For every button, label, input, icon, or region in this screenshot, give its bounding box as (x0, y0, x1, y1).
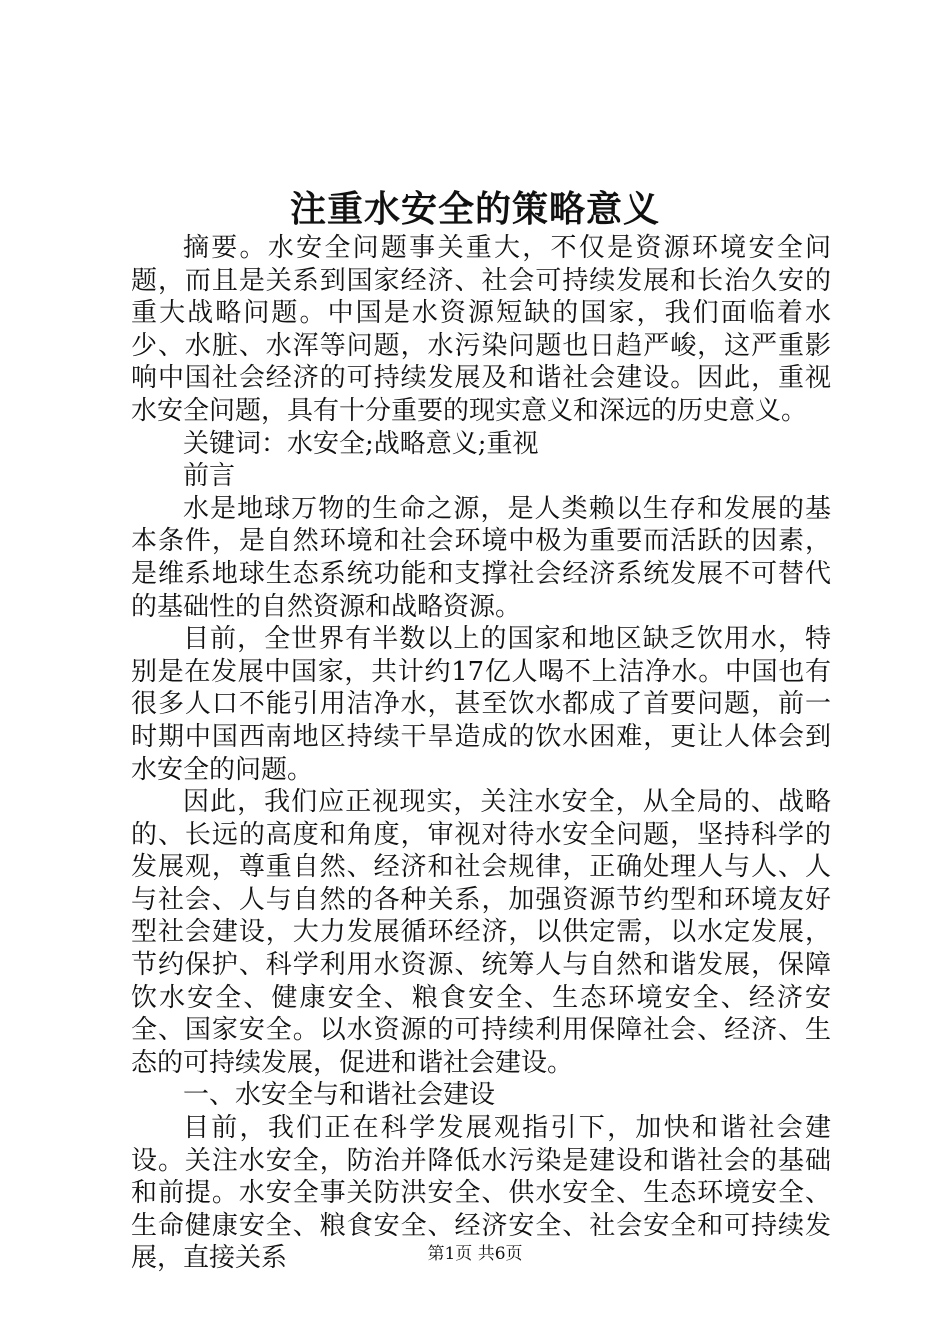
keywords-paragraph: 关键词：水安全;战略意义;重视 (183, 428, 539, 459)
body-paragraph: 目前，我们正在科学发展观指引下，加快和谐社会建设。关注水安全，防治并降低水污染是建设和谐社会的基础和前提。水安全事关防洪安全、供水安全、生态环境安全、生命健康安全、粮食安全、经济安全、社会安全和可持续发展，直接关系 (131, 1113, 831, 1274)
body-paragraph: 因此，我们应正视现实，关注水安全，从全局的、战略的、长远的高度和角度，审视对待水安全问题，坚持科学的发展观，尊重自然、经济和社会规律，正确处理人与人、人与社会、人与自然的各种关系，加强资源节约型和环境友好型社会建设，大力发展循环经济，以供定需，以水定发展，节约保护、科学利用水资源、统筹人与自然和谐发展，保障饮水安全、健康安全、粮食安全、生态环境安全、经济安全、国家安全。以水资源的可持续利用保障社会、经济、生态的可持续发展，促进和谐社会建设。 (131, 787, 831, 1078)
document-title: 注重水安全的策略意义 (289, 188, 660, 230)
body-paragraph: 水是地球万物的生命之源，是人类赖以生存和发展的基本条件，是自然环境和社会环境中极为重要而活跃的因素，是维系地球生态系统功能和支撑社会经济系统发展不可替代的基础性的自然资源和战略资源。 (131, 493, 831, 622)
page-footer: 第1页 共6页 (427, 1244, 523, 1264)
section-heading: 一、水安全与和谐社会建设 (183, 1080, 496, 1111)
abstract-paragraph: 摘要。水安全问题事关重大，不仅是资源环境安全问题，而且是关系到国家经济、社会可持续发展和长治久安的重大战略问题。中国是水资源短缺的国家，我们面临着水少、水脏、水浑等问题，水污染问题也日趋严峻，这严重影响中国社会经济的可持续发展及和谐社会建设。因此，重视水安全问题，具有十分重要的现实意义和深远的历史意义。 (131, 233, 831, 426)
preface-heading: 前言 (183, 461, 236, 492)
body-paragraph: 目前，全世界有半数以上的国家和地区缺乏饮用水，特别是在发展中国家，共计约17亿人喝不上洁净水。中国也有很多人口不能引用洁净水，甚至饮水都成了首要问题，前一时期中国西南地区持续干旱造成的饮水困难，更让人体会到水安全的问题。 (131, 624, 831, 785)
document-body (131, 232, 831, 1275)
